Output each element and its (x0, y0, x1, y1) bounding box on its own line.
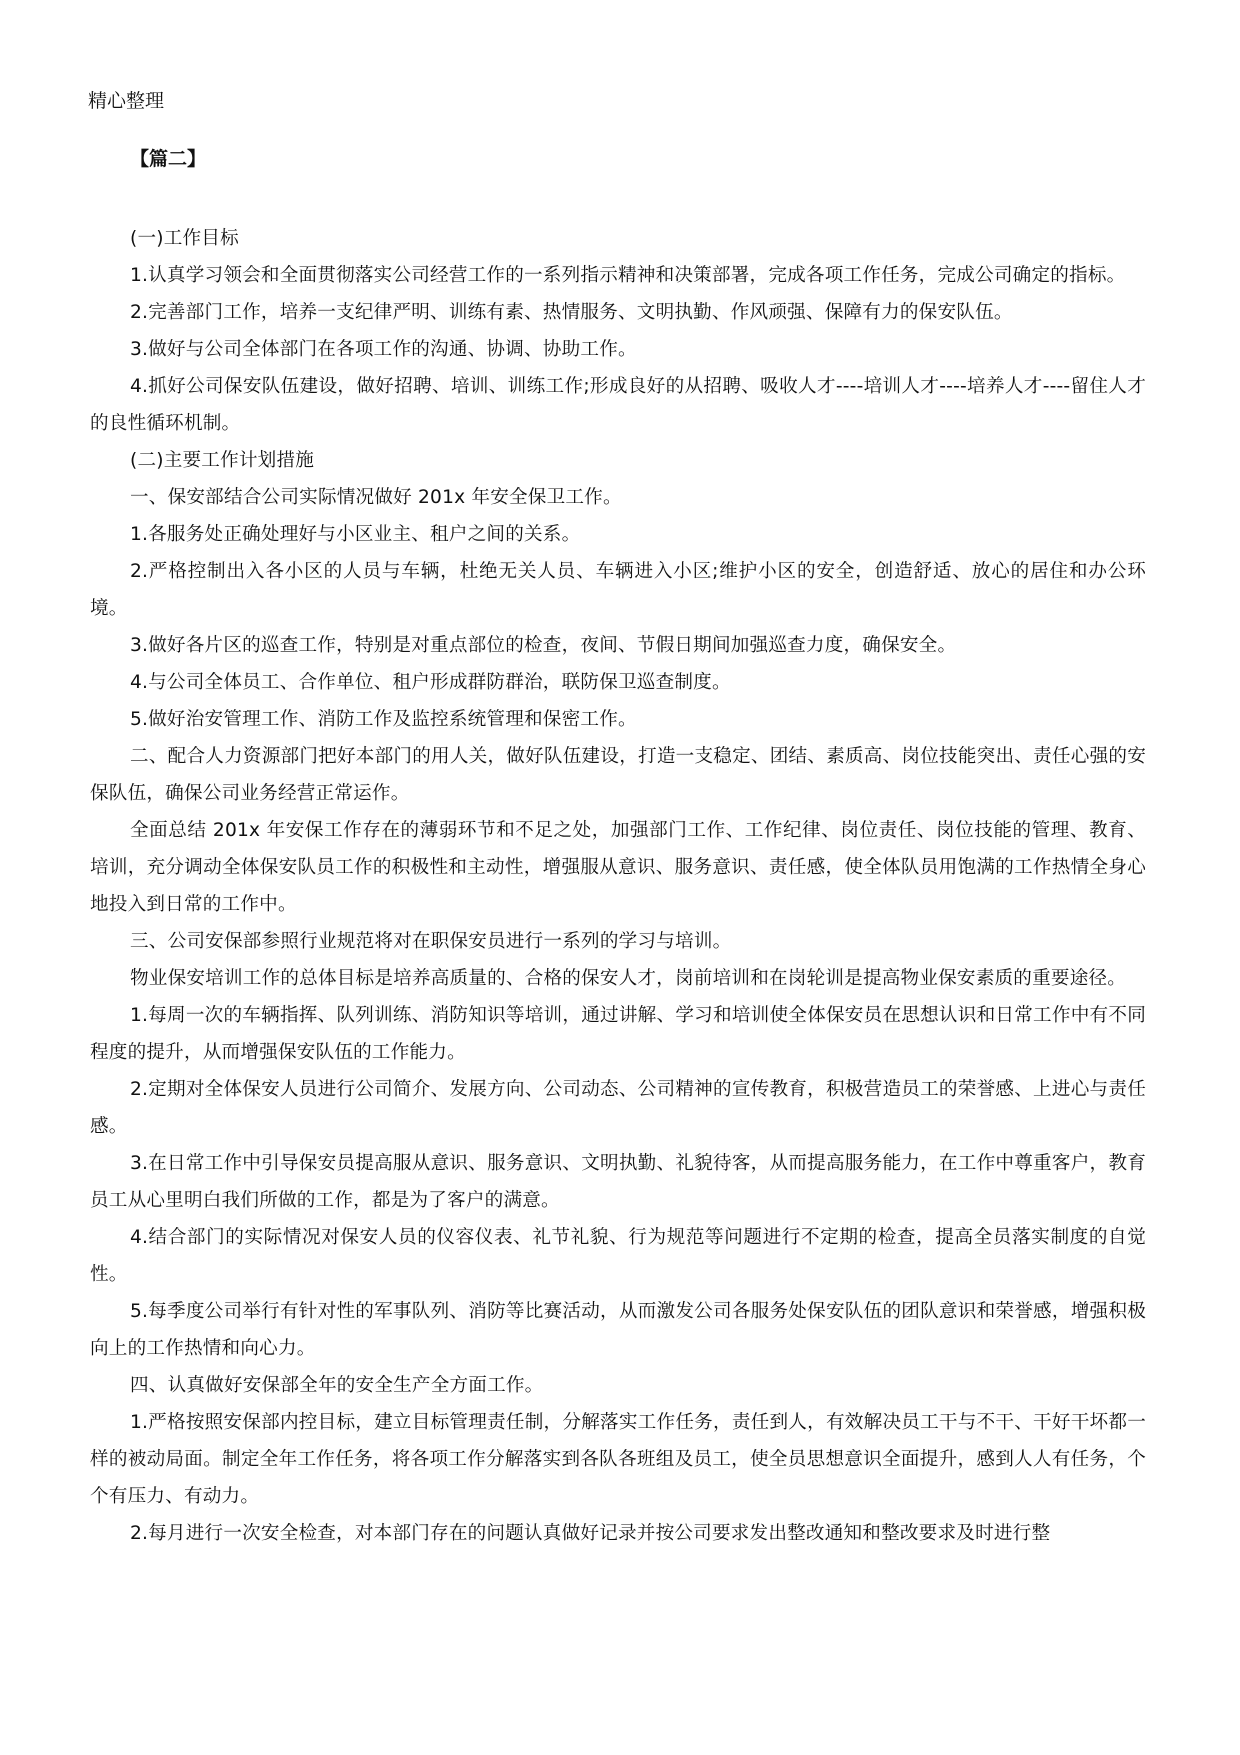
paragraph: 2.完善部门工作，培养一支纪律严明、训练有素、热情服务、文明执勤、作风顽强、保障有力的保安队伍。 (130, 302, 1013, 323)
paragraph: 2.严格控制出入各小区的人员与车辆，杜绝无关人员、车辆进入小区;维护小区的安全，创造舒适、放心的居住和办公环境。 (90, 561, 1146, 619)
paragraph: 二、配合人力资源部门把好本部门的用人关，做好队伍建设，打造一支稳定、团结、素质高、岗位技能突出、责任心强的安保队伍，确保公司业务经营正常运作。 (90, 746, 1146, 804)
paragraph: 三、公司安保部参照行业规范将对在职保安员进行一系列的学习与培训。 (130, 931, 732, 952)
paragraph: 3.在日常工作中引导保安员提高服从意识、服务意识、文明执勤、礼貌待客，从而提高服务能力，在工作中尊重客户，教育员工从心里明白我们所做的工作，都是为了客户的满意。 (90, 1153, 1146, 1211)
paragraph: 4.结合部门的实际情况对保安人员的仪容仪表、礼节礼貌、行为规范等问题进行不定期的检查，提高全员落实制度的自觉性。 (90, 1227, 1146, 1285)
paragraph: 3.做好各片区的巡查工作，特别是对重点部位的检查，夜间、节假日期间加强巡查力度，确保安全。 (130, 635, 957, 656)
paragraph: 5.每季度公司举行有针对性的军事队列、消防等比赛活动，从而激发公司各服务处保安队伍的团队意识和荣誉感，增强积极向上的工作热情和向心力。 (90, 1301, 1146, 1359)
paragraph: 5.做好治安管理工作、消防工作及监控系统管理和保密工作。 (130, 709, 637, 730)
paragraph: 1.严格按照安保部内控目标，建立目标管理责任制，分解落实工作任务，责任到人，有效解决员工干与不干、干好干坏都一样的被动局面。制定全年工作任务，将各项工作分解落实到各队各班组及员工，使全员思想意识全面提升，感到人人有任务，个个有压力、有动力。 (90, 1412, 1146, 1507)
paragraph: 2.定期对全体保安人员进行公司简介、发展方向、公司动态、公司精神的宣传教育，积极营造员工的荣誉感、上进心与责任感。 (90, 1079, 1146, 1137)
document-body (90, 220, 1146, 1552)
paragraph: 4.与公司全体员工、合作单位、租户形成群防群治，联防保卫巡查制度。 (130, 672, 731, 693)
paragraph: 一、保安部结合公司实际情况做好 201x 年安全保卫工作。 (130, 487, 622, 508)
paragraph: 1.各服务处正确处理好与小区业主、租户之间的关系。 (130, 524, 581, 545)
section-title: 【篇二】 (130, 148, 207, 170)
paragraph: 四、认真做好安保部全年的安全生产全方面工作。 (130, 1375, 544, 1396)
paragraph: 2.每月进行一次安全检查，对本部门存在的问题认真做好记录并按公司要求发出整改通知和整改要求及时进行整 (130, 1523, 1051, 1544)
paragraph: 全面总结 201x 年安保工作存在的薄弱环节和不足之处，加强部门工作、工作纪律、岗位责任、岗位技能的管理、教育、培训，充分调动全体保安队员工作的积极性和主动性，增强服从意识、服务意识、责任感，使全体队员用饱满的工作热情全身心地投入到日常的工作中。 (90, 820, 1146, 915)
header-note: 精心整理 (88, 90, 165, 112)
paragraph: 物业保安培训工作的总体目标是培养高质量的、合格的保安人才，岗前培训和在岗轮训是提高物业保安素质的重要途径。 (130, 968, 1127, 989)
paragraph: 1.认真学习领会和全面贯彻落实公司经营工作的一系列指示精神和决策部署，完成各项工作任务，完成公司确定的指标。 (130, 265, 1126, 286)
paragraph: 1.每周一次的车辆指挥、队列训练、消防知识等培训，通过讲解、学习和培训使全体保安员在思想认识和日常工作中有不同程度的提升，从而增强保安队伍的工作能力。 (90, 1005, 1146, 1063)
paragraph-goal-heading: (一)工作目标 (130, 228, 239, 249)
paragraph: 3.做好与公司全体部门在各项工作的沟通、协调、协助工作。 (130, 339, 637, 360)
paragraph-plan-heading: (二)主要工作计划措施 (130, 450, 315, 471)
paragraph: 4.抓好公司保安队伍建设，做好招聘、培训、训练工作;形成良好的从招聘、吸收人才----培训人才----培养人才----留住人才的良性循环机制。 (90, 376, 1146, 434)
